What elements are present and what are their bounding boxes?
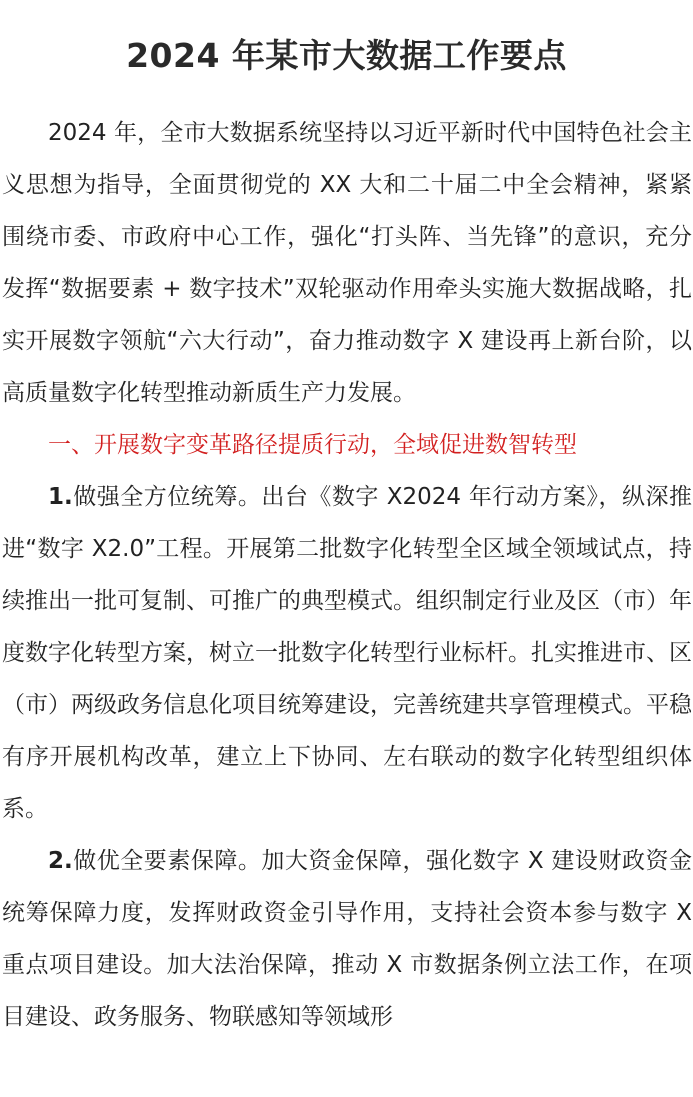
section-1-item-2 [2, 835, 692, 1043]
section-1-heading: 一、开展数字变革路径提质行动，全域促进数智转型 [48, 432, 577, 458]
item-1-number: 1. [48, 484, 73, 510]
document-body [2, 107, 692, 1043]
section-1-item-1 [2, 471, 692, 835]
item-2-number: 2. [48, 848, 73, 874]
intro-paragraph: 2024 年，全市大数据系统坚持以习近平新时代中国特色社会主义思想为指导，全面贯彻党的 XX 大和二十届二中全会精神，紧紧围绕市委、市政府中心工作，强化“打头阵、当先锋”的意识，充分发挥“数据要素 + 数字技术”双轮驱动作用牵头实施大数据战略，扎实开展数字领航“六大行动”，奋力推动数字 X 建设再上新台阶，以高质量数字化转型推动新质生产力发展。 [2, 120, 692, 406]
document-title: 2024 年某市大数据工作要点 [126, 36, 567, 75]
item-2-text: 做优全要素保障。加大资金保障，强化数字 X 建设财政资金统筹保障力度，发挥财政资金引导作用，支持社会资本参与数字 X 重点项目建设。加大法治保障，推动 X 市数据条例立法工作，在项目建设、政务服务、物联感知等领域形 [2, 848, 692, 1030]
item-1-text: 做强全方位统筹。出台《数字 X2024 年行动方案》，纵深推进“数字 X2.0”工程。开展第二批数字化转型全区域全领域试点，持续推出一批可复制、可推广的典型模式。组织制定行业及区（市）年度数字化转型方案，树立一批数字化转型行业标杆。扎实推进市、区（市）两级政务信息化项目统筹建设，完善统建共享管理模式。平稳有序开展机构改革，建立上下协同、左右联动的数字化转型组织体系。 [2, 484, 692, 822]
